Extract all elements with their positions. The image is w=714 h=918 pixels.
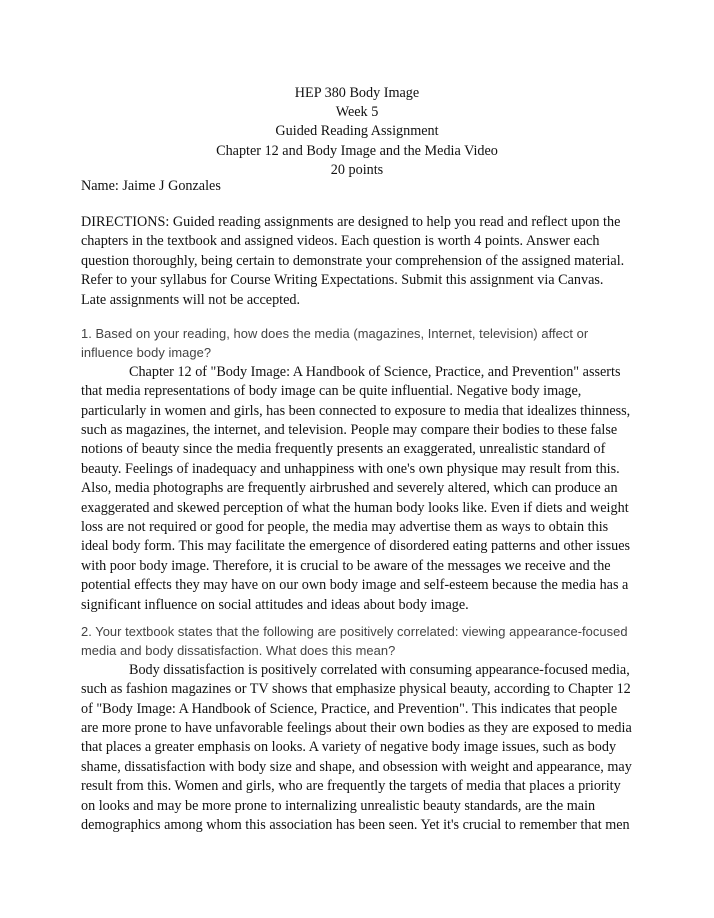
student-name: Name: Jaime J Gonzales — [81, 178, 221, 194]
question-1-answer: Chapter 12 of "Body Image: A Handbook of Science, Practice, and Prevention" asserts that media representations of body image can be quite influential. Negative body image, particularly in women and girls, has been connected to exposure to media that idealizes thinness, such as magazines, the internet, and television. People may compare their bodies to these false notions of beauty since the media frequently presents an exaggerated, unrealistic standard of beauty. Feelings of inadequacy and unhappiness with one's own physique may result from this. Also, media photographs are frequently airbrushed and severely altered, which can produce an exaggerated and skewed perception of what the human body looks like. Even if diets and weight loss are not required or good for people, the media may advertise them as ways to obtain this ideal body form. This may facilitate the emergence of disordered eating patterns and other issues with poor body image. Therefore, it is crucial to be aware of the messages we receive and the potential effects they may have on our own body image and self-esteem because the media has a significant influence on social attitudes and ideas about body image. — [81, 363, 631, 613]
points-label: 20 points — [330, 161, 384, 178]
question-2-prompt: 2. Your textbook states that the following are positively correlated: viewing appearance-focused media and body dissatisfaction. What does this mean? — [81, 624, 628, 659]
document-header — [0, 84, 714, 180]
question-2-answer: Body dissatisfaction is positively correlated with consuming appearance-focused media, such as fashion magazines or TV shows that emphasize physical beauty, according to Chapter 12 of "Body Image: A Handbook of Science, Practice, and Prevention". This indicates that people are more prone to have unfavorable feelings about their own bodies as they are exposed to media that places a greater emphasis on looks. A variety of negative body image issues, such as body shame, dissatisfaction with body size and shape, and obsession with weight and appearance, may result from this. Women and girls, who are frequently the targets of media that places a priority on looks and may be more prone to internalizing unrealistic beauty standards, are the main demographics among whom this association has been seen. Yet it's crucial to remember that men — [81, 661, 632, 834]
course-title: HEP 380 Body Image — [294, 85, 420, 101]
assignment-topic: Chapter 12 and Body Image and the Media Video — [216, 142, 498, 159]
directions-paragraph: DIRECTIONS: Guided reading assignments are designed to help you read and reflect upon the chapters in the textbook and assigned videos. Each question is worth 4 points. Answer each question thoroughly, being certain to demonstrate your comprehension of the assigned material. Refer to your syllabus for Course Writing Expectations. Submit this assignment via Canvas. Late assignments will not be accepted. — [81, 214, 625, 308]
week-label: Week 5 — [335, 104, 379, 121]
question-1-prompt: 1. Based on your reading, how does the media (magazines, Internet, television) affect or influence body image? — [81, 326, 589, 361]
question-block-2 — [81, 622, 632, 835]
assignment-title: Guided Reading Assignment — [275, 123, 439, 140]
question-block-1 — [81, 324, 632, 615]
